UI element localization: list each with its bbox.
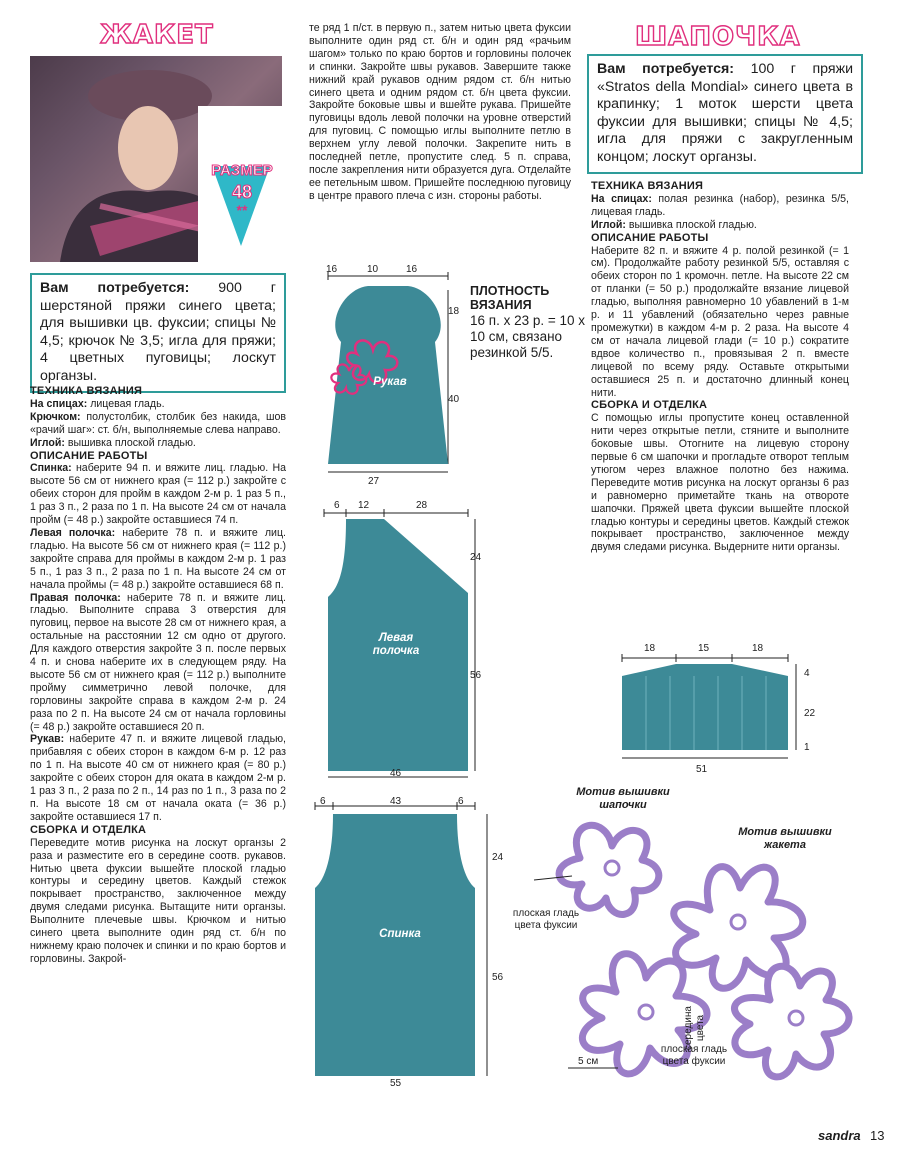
back-dim-e: 56 bbox=[492, 972, 504, 983]
hat-assembly-heading: СБОРКА И ОТДЕЛКА bbox=[591, 399, 708, 412]
sleeve-label: Рукав bbox=[373, 376, 407, 388]
jacket-instructions bbox=[30, 385, 286, 966]
hat-dim-a: 18 bbox=[644, 643, 656, 654]
sleeve-dim-a: 16 bbox=[326, 264, 338, 275]
jacket-hook-text: полустолбик, столбик без накида, шов «рачий шаг»: ст. б/н, выполняемые слева направо. bbox=[30, 410, 286, 436]
sleeve-dim-f: 27 bbox=[368, 476, 380, 487]
hat-motif-label: Мотив вышивки шапочки bbox=[576, 786, 670, 811]
left-front-label: Левая полочка: bbox=[30, 526, 116, 539]
jacket-needles-text: лицевая гладь. bbox=[90, 397, 165, 410]
jacket-materials-box bbox=[30, 273, 286, 393]
hat-needle-text: вышивка плоской гладью. bbox=[628, 218, 757, 231]
back-text: наберите 94 п. и вяжите лиц. гладью. На высоте 56 см от нижнего края (= 112 р.) закройте с обеих сторон для пройм в каждом 2-м р. 1 раз 5 п., 1 раз 3 п., 2 раза по 1 п. На высоте 24 см от начала пройм (= 48 р.) закройте оставшиеся 74 п. bbox=[30, 462, 286, 527]
jacket-technique-heading: ТЕХНИКА ВЯЗАНИЯ bbox=[30, 385, 143, 397]
sleeve-dim-c: 16 bbox=[406, 264, 418, 275]
hat-materials-label: Вам потребуется: bbox=[597, 61, 735, 77]
back-dim-b: 43 bbox=[390, 796, 402, 807]
jacket-assembly-text: Переведите мотив рисунка на лоскут органзы 2 раза и разместите его в середине соотв. рукавов. Нитью цвета фуксии вышейте плоской гладью контуры и середину цветов. Каждый стежок покрывает пространство, заключенное между двумя следами рисунка. Вытащите нити органзы. Выполните плечевые швы. Крючком и нитью синего цвета выполните один ряд ст. б/н по нижнему краю полочек и спинки и по краю бортов и горловины. Закрой- bbox=[30, 836, 286, 965]
right-front-label: Правая полочка: bbox=[30, 591, 121, 604]
left-front-text: наберите 78 п. и вяжите лиц. гладью. На высоте 56 см от нижнего края (= 112 р.) закройте справа для проймы в каждом 2-м р. 1 раз 5 п., 1 раз 3 п., 2 раза по 1 п. На высоте 24 см от начала проймы (= 48 р.) закройте оставшиеся 68 п. bbox=[30, 526, 286, 591]
jacket-materials-label: Вам потребуется: bbox=[40, 280, 190, 296]
jacket-needle-label: Иглой: bbox=[30, 436, 65, 449]
jacket-title: ЖАКЕТ bbox=[100, 20, 214, 50]
size-label: РАЗМЕР bbox=[211, 162, 273, 179]
hat-needle-label: Иглой: bbox=[591, 218, 626, 231]
left-front-dim-d: 24 bbox=[470, 552, 482, 563]
hat-technique-heading: ТЕХНИКА ВЯЗАНИЯ bbox=[591, 180, 704, 192]
size-value: 48 bbox=[231, 182, 253, 202]
sleeve-label: Рукав: bbox=[30, 733, 65, 746]
jacket-photo bbox=[30, 56, 282, 262]
hat-dim-c: 18 bbox=[752, 643, 764, 654]
hat-materials-text: 100 г пряжи «Stratos della Mondial» синего цвета в крапинку; 1 моток шерсти цвета фуксии для вышивки; спицы № 4,5; игла для пряжи с закругленным концом; лоскут органзы. bbox=[597, 61, 853, 165]
page-number: 13 bbox=[870, 1128, 885, 1143]
back-dim-d: 24 bbox=[492, 852, 504, 863]
left-front-label: Левая полочка bbox=[372, 632, 420, 657]
back-dim-f: 55 bbox=[390, 1078, 402, 1089]
jacket-needle-text: вышивка плоской гладью. bbox=[67, 436, 196, 449]
hat-dim-b: 15 bbox=[698, 643, 710, 654]
sleeve-text: наберите 47 п. и вяжите лицевой гладью, прибавляя с обеих сторон в каждом 6-м р. 12 раз по 1 п. На высоте 40 см от нижнего края (= 80 р.) закройте с обеих сторон для оката в каждом 2-м р. 1 раз 3 п., 2 раза по 2 п., 14 раз по 1 п., 3 раза по 2 п. На высоте 18 см от начала оката (= 36 р.) закройте оставшиеся 17 п. bbox=[30, 733, 286, 823]
sleeve-dim-d: 18 bbox=[448, 306, 460, 317]
footer-brand: sandra bbox=[818, 1128, 861, 1143]
hat-assembly-text: С помощью иглы пропустите конец оставленной нити через открытые петли, стяните и выполните боковые швы. Отогните на лицевую сторону первые 6 см шапочки и прогладьте отворот теплым утюгом через влажное полотно без нажима. Переведите мотив рисунка на лоскут органзы 6 раз и равномерно приметайте ткань на отвороте шапочки. Пряжей цвета фуксии вышейте плоской гладью контуры и середины цветов. Каждый стежок покрывает пространство, заключенное между двумя следами рисунка. Выдерните нити органзы. bbox=[591, 412, 849, 554]
left-front-dim-e: 56 bbox=[470, 670, 482, 681]
hat-needles-text: полая резинка (набор), резинка 5/5, лицевая гладь. bbox=[591, 192, 849, 218]
back-dim-c: 6 bbox=[458, 796, 464, 807]
hat-dim-f: 1 bbox=[804, 742, 810, 753]
back-dim-a: 6 bbox=[320, 796, 326, 807]
jacket-hook-label: Крючком: bbox=[30, 410, 81, 423]
scale-label: 5 см bbox=[578, 1056, 599, 1067]
left-front-dim-c: 28 bbox=[416, 500, 428, 511]
jacket-needles-label: На спицах: bbox=[30, 397, 88, 410]
satin-stitch-label-1: плоская гладь цвета фуксии bbox=[512, 908, 580, 931]
size-stars: ** bbox=[236, 202, 248, 218]
density-block bbox=[470, 284, 585, 361]
size-panel bbox=[198, 106, 282, 262]
hat-diagram bbox=[612, 640, 812, 765]
back-label: Спинка bbox=[379, 928, 421, 940]
jacket-assembly-continued bbox=[309, 22, 571, 203]
density-heading: ПЛОТНОСТЬ ВЯЗАНИЯ bbox=[470, 284, 550, 312]
density-text: 16 п. х 23 р. = 10 х 10 см, связано резинкой 5/5. bbox=[470, 313, 586, 360]
jacket-work-heading: ОПИСАНИЕ РАБОТЫ bbox=[30, 449, 148, 462]
hat-work-heading: ОПИСАНИЕ РАБОТЫ bbox=[591, 231, 709, 244]
sleeve-dim-b: 10 bbox=[367, 264, 379, 275]
hat-dim-e: 22 bbox=[804, 708, 816, 719]
sleeve-dim-e: 40 bbox=[448, 394, 460, 405]
jacket-motif-label: Мотив вышивки жакета bbox=[738, 826, 832, 851]
flower-middle-label: середина цвета bbox=[683, 1006, 706, 1050]
hat-dim-d: 4 bbox=[804, 668, 810, 679]
jacket-materials-text: 900 г шерстяной пряжи синего цвета; для вышивки цв. фуксии; спицы № 4,5; крючок № 3,5; игла для пряжи; 4 цветных пуговицы; лоскут органзы. bbox=[40, 280, 276, 384]
hat-work-text: Наберите 82 п. и вяжите 4 р. полой резинкой (= 1 см). Продолжайте работу резинкой 5/5, оставляя с обеих сторон по 1 кромочн. петле. На высоте 22 см от планки (= 50 р.) продолжайте вязание лицевой гладью, выполняя равномерно 10 убавлений в 1-м р. и 11 убавлений (обязательно через равные промежутки) в каждом 4-м р. 2 раза. На высоте 4 см от начала лицевой глади (= 10 р.) сократите вдвое количество п., провязывая 2 п. вместе лицевой по всему ряду. Оставьте открытыми оставшиеся 25 п. и достаточно длинный конец нити. bbox=[591, 244, 849, 399]
satin-stitch-label-2: плоская гладь цвета фуксии bbox=[660, 1044, 728, 1067]
left-front-dim-b: 12 bbox=[358, 500, 370, 511]
right-front-text: наберите 78 п. и вяжите лиц. гладью. Выполните справа 3 отверстия для пуговиц, первое на высоте 28 см от нижнего края, а остальные на расстоянии 12 см одно от другого. Для каждого отверстия закройте 3 п. после первых 4 п. и снова наберите их в следующем ряду. На высоте 56 см от нижнего края (= 112 р.) выполните пройму симметрично левой полочке, для горловины закройте справа в каждом 2-м р. 24 раза по 2 п. На высоте 24 см от начала горловины (= 48 р.) закройте оставшиеся 20 п. bbox=[30, 591, 286, 733]
hat-dim-g: 51 bbox=[696, 764, 708, 775]
left-front-dim-f: 46 bbox=[390, 768, 402, 779]
left-front-dim-a: 6 bbox=[334, 500, 340, 511]
jacket-assembly-heading: СБОРКА И ОТДЕЛКА bbox=[30, 823, 147, 836]
hat-title: ШАПОЧКА bbox=[635, 22, 801, 52]
hat-instructions bbox=[591, 180, 849, 554]
jacket-assembly-cont-text: те ряд 1 п/ст. в первую п., затем нитью цвета фуксии выполните один ряд ст. б/н и один ряд «рачьим шагом» только по краю бортов и горловины полочек и спинки. Закройте швы рукавов. Завершите также нижний край рукавов одним рядом ст. б/н нитью синего цвета и одним рядом ст. б/н цвета фуксии. Закройте боковые швы и вшейте рукава. Пришейте пуговицы вдоль левой полочки на уровне отверстий для пуговиц. С помощью иглы выполните петлю в верхнем углу левой полочки. Закрепите нить в последней петле, пропустите след. 5 п. справа, после закрепления нити образуется дуга. Отделайте ее петельным швом. Пришейте последнюю пуговицу в центре правого плеча с изн. стороны работы. bbox=[309, 22, 571, 202]
hat-materials-box bbox=[587, 54, 863, 174]
back-label: Спинка: bbox=[30, 462, 72, 475]
hat-needles-label: На спицах: bbox=[591, 192, 652, 205]
